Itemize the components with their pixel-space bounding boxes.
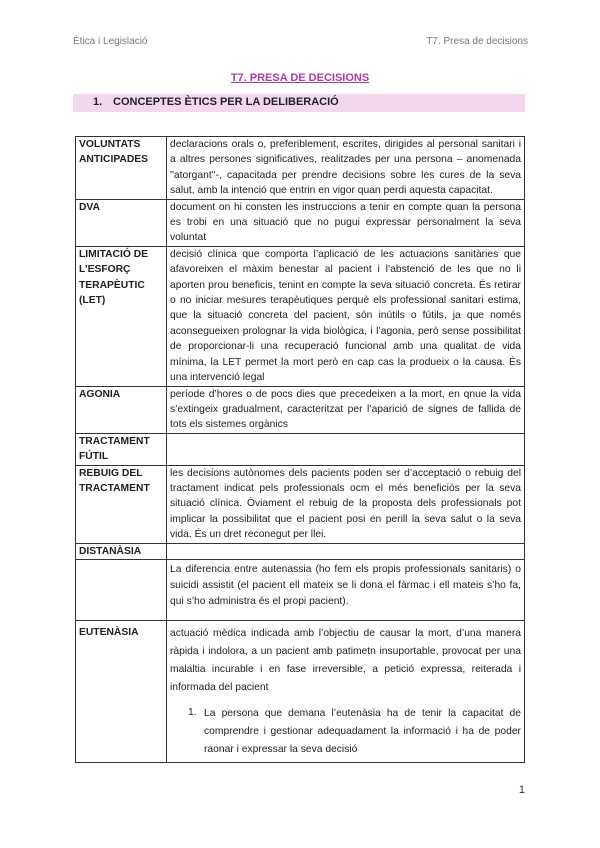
table-row: [76, 386, 525, 433]
term-cell: AGONIA: [76, 386, 167, 433]
definition-cell: [167, 543, 525, 559]
list-text: La persona que demana l’eutenàsia ha de tenir la capacitat de comprendre i gestionar adequadament la informació i ha de poder raonar i expressar la seva decisió: [204, 707, 521, 755]
term-cell: DISTANÀSIA: [76, 543, 167, 559]
definition-cell: decisió clínica que comporta l’aplicació de les actuacions sanitàries que afavoreixen el màxim benestar al pacient i l’abstenció de les que no li aporten prou beneficis, tenint en compte la seva situació concreta. És retirar o no iniciar mesures terapèutiques perquè els professional sanitari estima, que la situació concreta del pacient, són inútils o fútils, ja que només aconsegueixen prolognar la vida biològica, i l’agonia, però sense possibilitat de proporcionar-li una recuperació funcional amb una qualitat de vida mínima, la LET permet la mort però en cap cas la produeix o la causa. És una intervenció legal: [167, 246, 525, 386]
definition-cell: [167, 559, 525, 620]
definition-text: La diferencia entre autenassia (ho fem els propis professionals sanitaris) o suicidi assistit (el pacient ell mateix se li dona el fàrmac i ell mateis s’ho fa, qui s’ho administra és el propi pacient).: [170, 563, 521, 607]
table-row: [76, 543, 525, 559]
table-row: [76, 559, 525, 620]
section-heading: [73, 94, 525, 112]
table-row: [76, 199, 525, 246]
definition-cell: les decisions autònomes dels pacients poden ser d’acceptació o rebuig del tractament indicat pels professionals ocm el més beneficiós per la seva situació clínica. Òviament el rebuig de la proposta dels professionals pot implicar la possibilitat que el pacient posi en perill la seva salut o la seva vida. És un dret reconegut per llei.: [167, 465, 525, 543]
term-cell: LIMITACIÓ DE L’ESFORÇ TERAPÈUTIC (LET): [76, 246, 167, 386]
definition-text: actuació mèdica indicada amb l’objectiu de causar la mort, d’una manera ràpida i indolora, a un pacient amb patimetn insuportable, provocat per una malaltia incurable i en fase irreversible, a petició expressa, reiterada i informada del pacient: [170, 627, 521, 693]
term-cell: EUTENÀSIA: [76, 620, 167, 762]
definition-cell: declaracions orals o, preferiblement, escrites, dirigides al personal sanitari i a altres persones significatives, realitzades per una persona – anomenada ''atorgant''-, capacitada per prendre decisions sobre les cures de la seva salut, amb la intenció que entrin en vigor quan perdi aquesta capacitat.: [167, 137, 525, 200]
term-cell: REBUIG DEL TRACTAMENT: [76, 465, 167, 543]
definitions-table: [75, 136, 525, 763]
table-row: [76, 465, 525, 543]
header-topic: T7. Presa de decisions: [426, 36, 528, 47]
table-row: [76, 137, 525, 200]
list-number: 1.: [188, 706, 197, 718]
section-label: CONCEPTES ÈTICS PER LA DELIBERACIÓ: [113, 96, 339, 108]
table-row: [76, 433, 525, 465]
header-course: Ètica i Legislació: [73, 36, 148, 47]
definition-cell: [167, 620, 525, 762]
term-cell: [76, 559, 167, 620]
list-item: [188, 705, 521, 759]
term-cell: DVA: [76, 199, 167, 246]
page-number: 1: [518, 784, 525, 796]
term-cell: VOLUNTATS ANTICIPADES: [76, 137, 167, 200]
definition-cell: període d’hores o de pocs dies que precedeixen a la mort, en qnue la vida s’extingeix gradualment, caracteritzat per l’aparició de signes de fallida de tots els sistemes orgànics: [167, 386, 525, 433]
table-row: [76, 620, 525, 762]
section-number: 1.: [93, 96, 103, 108]
term-cell: TRACTAMENT FÚTIL: [76, 433, 167, 465]
definition-cell: [167, 433, 525, 465]
table-row: [76, 246, 525, 386]
document-title: T7. PRESA DE DECISIONS: [230, 72, 370, 84]
definition-cell: document on hi consten les instruccions a tenir en compte quan la persona es trobi en una situació que no pugui expressar personalment la seva voluntat: [167, 199, 525, 246]
